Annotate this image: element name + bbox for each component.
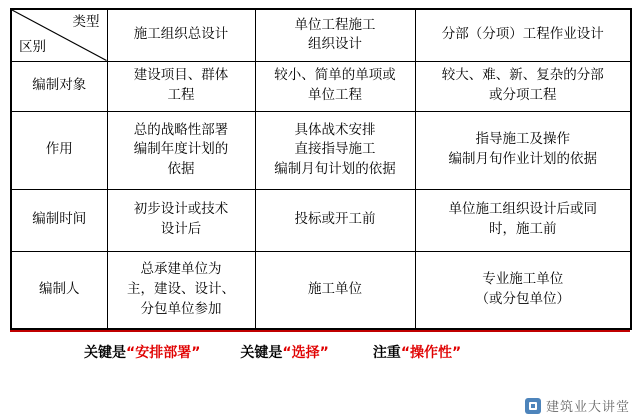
cell-r4c2-line-1: 施工单位 [308, 280, 362, 297]
cell-r3c1 [107, 189, 255, 251]
cell-r2c2 [255, 111, 415, 189]
cell-r2c3-line-1: 指导施工及操作 [475, 131, 570, 148]
cell-r3c1-line-1: 初步设计或技术 [133, 201, 229, 218]
cell-r2c1-line-1: 总的战略性部署 [133, 121, 229, 138]
watermark-text: 建筑业大讲堂 [545, 400, 630, 415]
cell-r1c1 [107, 61, 255, 111]
table-row [11, 61, 631, 111]
column-header-2-line-2: 组织设计 [308, 36, 362, 53]
cell-r3c3 [415, 189, 631, 251]
column-header-3 [415, 9, 631, 61]
cell-r2c1-line-3: 依据 [167, 160, 195, 177]
cell-r3c2-line-1: 投标或开工前 [294, 211, 376, 228]
footer-item-1-prefix: 关键是 [84, 345, 126, 361]
cell-r1c2-line-2: 单位工程 [308, 87, 362, 103]
row-label-1: 编制对象 [11, 61, 107, 111]
cell-r4c1 [107, 251, 255, 329]
cell-r2c2-line-3: 编制月旬计划的依据 [274, 160, 396, 177]
cell-r2c3-line-2: 编制月旬作业计划的依据 [448, 151, 597, 167]
cell-r1c3-line-1: 较大、难、新、复杂的分部 [441, 67, 604, 84]
row-label-2: 作用 [11, 111, 107, 189]
cell-r1c3-line-2: 或分项工程 [489, 87, 557, 103]
cell-r4c3 [415, 251, 631, 329]
footer-item-3 [373, 342, 461, 362]
cell-r4c1-line-3: 分包单位参加 [140, 300, 222, 317]
building-logo-icon [525, 398, 541, 414]
table-row [11, 111, 631, 189]
cell-r1c2 [255, 61, 415, 111]
cell-r1c3 [415, 61, 631, 111]
column-header-1-line-1: 施工组织总设计 [133, 26, 229, 43]
cell-r4c3-line-2: （或分包单位） [475, 290, 570, 307]
footer-item-2-highlight: “选择” [282, 345, 329, 361]
corner-header-cell [11, 9, 107, 61]
cell-r1c2-line-1: 较小、简单的单项或 [274, 67, 396, 84]
column-header-2 [255, 9, 415, 61]
column-header-1 [107, 9, 255, 61]
table-header-row [11, 9, 631, 61]
document-page [0, 8, 640, 419]
row-label-4: 编制人 [11, 251, 107, 329]
footer-item-1-highlight: “安排部署” [126, 345, 201, 361]
cell-r2c1-line-2: 编制年度计划的 [133, 141, 229, 158]
cell-r3c3-line-1: 单位施工组织设计后或同 [448, 201, 597, 218]
corner-distinction-label: 区别 [19, 38, 46, 55]
cell-r2c2-line-2: 直接指导施工 [294, 141, 376, 158]
footer-item-1 [84, 342, 200, 362]
cell-r2c2-line-1: 具体战术安排 [294, 121, 376, 138]
row-label-3: 编制时间 [11, 189, 107, 251]
footer-summary [10, 330, 630, 370]
cell-r2c1 [107, 111, 255, 189]
cell-r4c2 [255, 251, 415, 329]
cell-r1c1-line-1: 建设项目、群体 [133, 67, 229, 84]
cell-r4c1-line-1: 总承建单位为 [140, 261, 222, 278]
cell-r4c1-line-2: 主，建设、设计、 [127, 280, 235, 297]
corner-type-label: 类型 [72, 14, 100, 30]
cell-r3c3-line-2: 时，施工前 [489, 221, 557, 237]
cell-r1c1-line-2: 工程 [167, 87, 195, 103]
footer-item-3-highlight: “操作性” [400, 345, 462, 361]
footer-item-2 [240, 342, 328, 362]
table-row [11, 189, 631, 251]
cell-r3c1-line-2: 设计后 [160, 221, 202, 237]
cell-r2c3 [415, 111, 631, 189]
table-row [11, 251, 631, 329]
footer-item-2-prefix: 关键是 [240, 345, 283, 361]
cell-r3c2 [255, 189, 415, 251]
watermark [525, 396, 630, 415]
footer-item-3-prefix: 注重 [372, 345, 401, 361]
comparison-table [10, 8, 632, 330]
column-header-3-line-1: 分部（分项）工程作业设计 [441, 26, 604, 43]
column-header-2-line-1: 单位工程施工 [294, 16, 376, 33]
cell-r4c3-line-1: 专业施工单位 [482, 271, 564, 288]
